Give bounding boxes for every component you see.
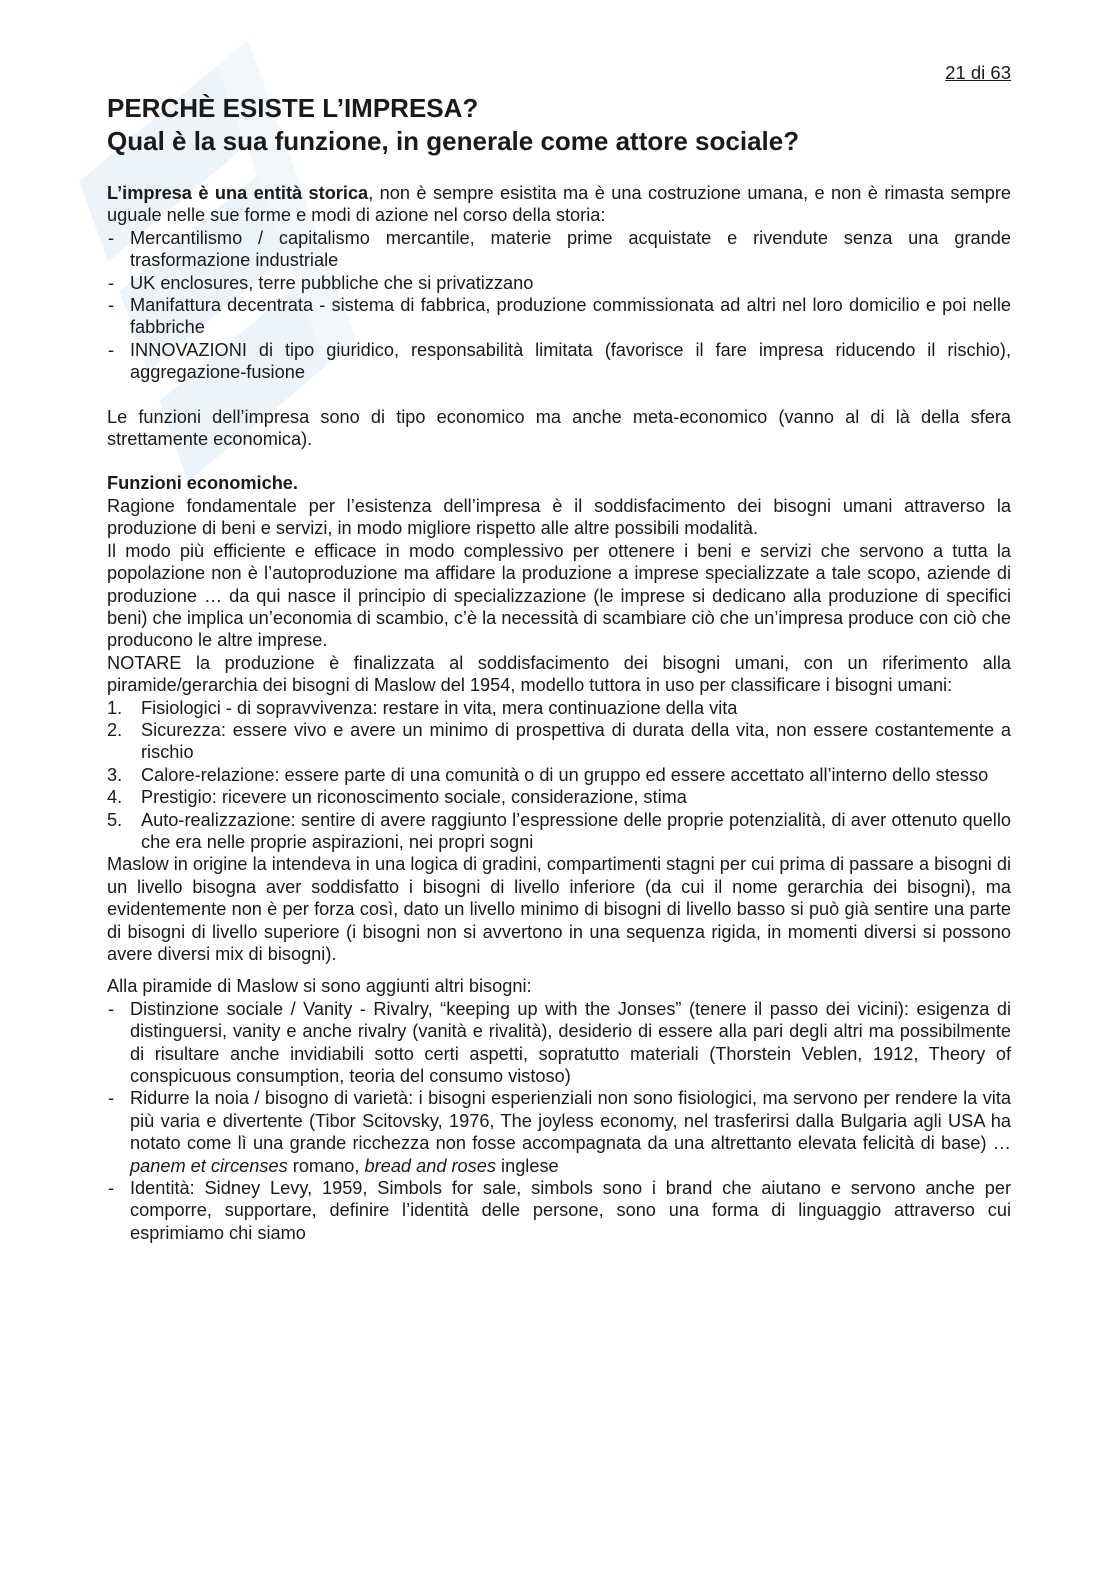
- italic-phrase: bread and roses: [364, 1155, 496, 1176]
- list-number: 1.: [107, 697, 123, 718]
- maslow-needs-list: [107, 697, 1011, 854]
- history-list: [107, 227, 1011, 384]
- economic-paragraph-3: NOTARE la produzione è finalizzata al soddisfacimento dei bisogni umani, con un riferimento alla piramide/gerarchia dei bisogni di Maslow del 1954, modello tuttora in uso per classificare i bisogni umani:: [107, 652, 1011, 696]
- maslow-note: Maslow in origine la intendeva in una logica di gradini, compartimenti stagni per cui prima di passare a bisogni di un livello bisogna aver soddisfatto i bisogni di livello inferiore (da cui il nome gerarchia dei bisogni), ma evidentemente non è per forza così, dato un livello minimo di bisogni di livello basso si può già sentire una parte di bisogni di livello superiore (i bisogni non si avvertono in una sequenza rigida, in momenti diversi si possono avere diversi mix di bisogni).: [107, 854, 1011, 964]
- list-item: [107, 697, 1011, 719]
- list-text: Auto-realizzazione: sentire di avere raggiunto l’espressione delle proprie potenzialità, di aver ottenuto quello che era nelle proprie aspirazioni, nei propri sogni: [141, 809, 1011, 852]
- list-item: [107, 1087, 1011, 1177]
- economic-paragraph-1: Ragione fondamentale per l’esistenza dell’impresa è il soddisfacimento dei bisogni umani attraverso la produzione di beni e servizi, in modo migliore rispetto alle altre possibili modalità.: [107, 495, 1011, 539]
- list-number: 4.: [107, 787, 123, 808]
- section-heading-economic: Funzioni economiche.: [107, 473, 298, 494]
- title-line-1: PERCHÈ ESISTE L’IMPRESA?: [107, 93, 479, 123]
- intro-paragraph: [107, 182, 1011, 227]
- intro-bold: L’impresa è una entità storica: [107, 183, 369, 203]
- other-needs-list: [107, 998, 1011, 1244]
- list-text: Prestigio: ricevere un riconoscimento sociale, considerazione, stima: [141, 787, 687, 808]
- intro-rest: , non è sempre esistita ma è una costruzione umana, e non è rimasta sempre uguale nelle sue forme e modi di azione nel corso della storia:: [107, 183, 1012, 226]
- list-text: romano,: [287, 1155, 365, 1176]
- list-text: Calore-relazione: essere parte di una comunità o di un gruppo ed essere accettato all’interno dello stesso: [141, 764, 989, 785]
- other-needs-intro: Alla piramide di Maslow si sono aggiunti altri bisogni:: [107, 976, 532, 997]
- list-item: [107, 764, 1011, 786]
- list-text: Sicurezza: essere vivo e avere un minimo di prospettiva di durata della vita, non essere costantemente a rischio: [141, 719, 1011, 763]
- list-item: - Identità: Sidney Levy, 1959, Simbols for sale, simbols sono i brand che aiutano e servono anche per comporre, supportare, definire l’identità delle persone, sono una forma di linguaggio attraverso cui esprimiamo chi siamo: [107, 1177, 1011, 1244]
- italic-phrase: panem et circenses: [130, 1155, 288, 1176]
- title-line-2: Qual è la sua funzione, in generale come attore sociale?: [107, 126, 800, 156]
- economic-paragraph-2: Il modo più efficiente e efficace in modo complessivo per ottenere i beni e servizi che servono a tutta la popolazione non è l’autoproduzione ma affidare la produzione a imprese specializzate a tale scopo, aziende di produzione … da qui nasce il principio di specializzazione (le imprese si dedicano alla produzione di specifici beni) che implica un’economia di scambio, c’è la necessità di scambiare ciò che un’impresa produce con ciò che producono le altre imprese.: [107, 540, 1011, 651]
- functions-intro: Le funzioni dell’impresa sono di tipo economico ma anche meta-economico (vanno al di là della sfera strettamente economica).: [107, 406, 1011, 450]
- list-text: Fisiologici - di sopravvivenza: restare in vita, mera continuazione della vita: [141, 697, 738, 718]
- list-item: - UK enclosures, terre pubbliche che si privatizzano: [107, 272, 1011, 294]
- list-text: inglese: [495, 1155, 559, 1176]
- list-item: - INNOVAZIONI di tipo giuridico, responsabilità limitata (favorisce il fare impresa riducendo il rischio), aggregazione-fusione: [107, 339, 1011, 384]
- page-number: 21 di 63: [945, 62, 1011, 83]
- list-number: 3.: [107, 764, 123, 785]
- list-item: [107, 786, 1011, 808]
- list-number: 2.: [107, 719, 123, 740]
- list-text: Ridurre la noia / bisogno di varietà: i bisogni esperienziali non sono fisiologici, ma servono per rendere la vita più varia e divertente (Tibor Scitovsky, 1976, The joyless economy, nel trasferirsi dalla Bulgaria agli USA ha notato come lì una grande ricchezza non fosse accompagnata da una altrettanto elevata felicità di base) …: [130, 1088, 1011, 1154]
- list-item: [107, 719, 1011, 764]
- document-content: [107, 62, 1011, 1244]
- list-item: - Distinzione sociale / Vanity - Rivalry, “keeping up with the Jonses” (tenere il passo dei vicini): esigenza di distinguersi, vanity e anche rivalry (vanità e rivalità), desiderio di essere alla pari degli altri ma possibilmente di risultare anche invidiabili sotto certi aspetti, sopratutto materiali (Thorstein Veblen, 1912, Theory of conspicuous consumption, teoria del consumo vistoso): [107, 998, 1011, 1088]
- list-item: [107, 809, 1011, 854]
- list-number: 5.: [107, 809, 123, 830]
- list-item: - Mercantilismo / capitalismo mercantile, materie prime acquistate e rivendute senza una grande trasformazione industriale: [107, 227, 1011, 272]
- list-item: - Manifattura decentrata - sistema di fabbrica, produzione commissionata ad altri nel loro domicilio e poi nelle fabbriche: [107, 294, 1011, 339]
